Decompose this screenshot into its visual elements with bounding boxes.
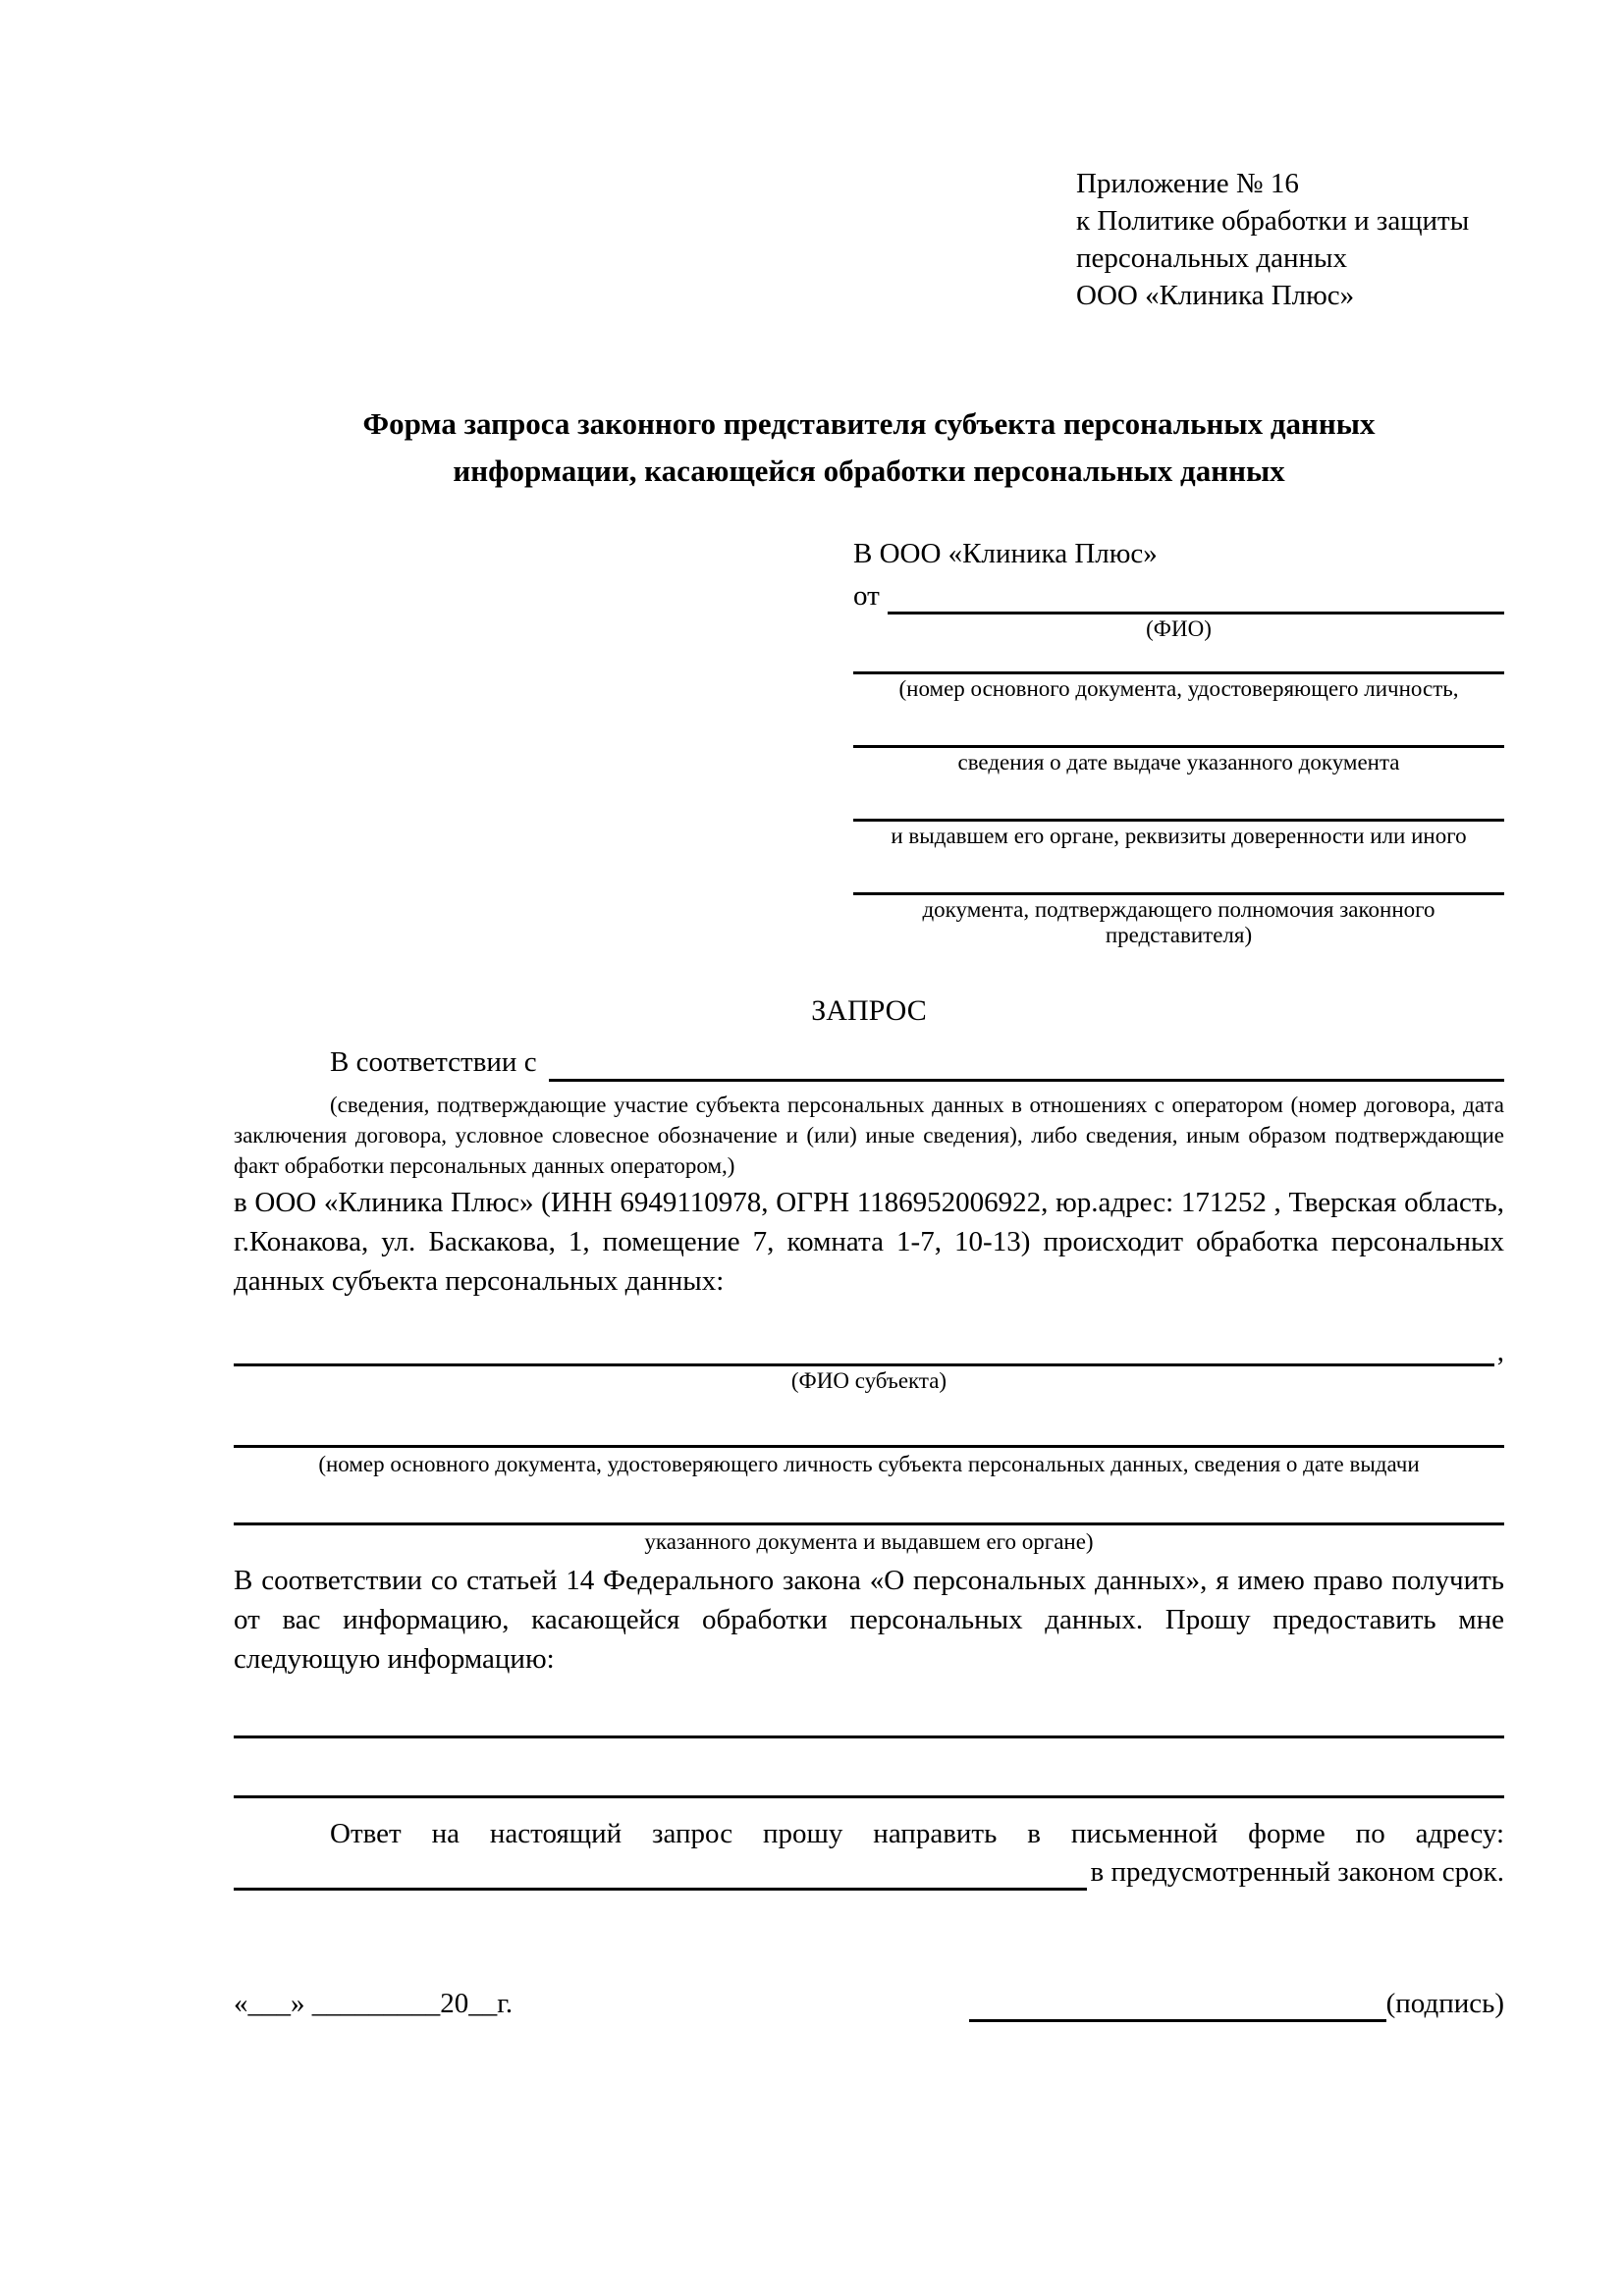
annex-header-line: Приложение № 16 — [1076, 168, 1299, 199]
form-field — [234, 1522, 1504, 1555]
fio-caption: (ФИО) — [1146, 616, 1212, 641]
annex-header — [1076, 165, 1504, 314]
from-label: от — [853, 580, 880, 612]
document-title-line-1: Форма запроса законного представителя субъекта персональных данных — [362, 406, 1376, 441]
annex-header-line: к Политике обработки и защиты — [1076, 205, 1470, 237]
fill-line — [234, 1795, 1504, 1798]
fill-line — [853, 745, 1504, 748]
date-line: «___» _________20__г. — [234, 1988, 514, 2019]
date-signature-row — [234, 1985, 1504, 2022]
document-title-line-2: информации, касающейся обработки персональных данных — [453, 454, 1285, 488]
operator-paragraph: в ООО «Клиника Плюс» (ИНН 6949110978, ОГРН 1186952006922, юр.адрес: 171252 , Тверская область, г.Конакова, ул. Баскакова, 1, помещение 7, комната 1-7, 10-13) происходит обработка персональных данных субъекта персональных данных: — [234, 1187, 1504, 1297]
form-field — [234, 1445, 1504, 1477]
subject-doc-caption-1: (номер основного документа, удостоверяющего личность субъекта персональных данных, сведения о дате выдачи — [318, 1452, 1420, 1476]
reply-paragraph: Ответ на настоящий запрос прошу направить в письменной форме по адресу: — [330, 1818, 1504, 1849]
signature-fill-line — [969, 1990, 1386, 2022]
field-caption: и выдавшем его органе, реквизиты доверенности или иного — [891, 824, 1467, 848]
fill-line — [853, 892, 1504, 895]
addressee-organization: В ООО «Клиника Плюс» — [853, 538, 1158, 569]
representative-document-fields — [853, 671, 1504, 948]
field-caption: сведения о дате выдаче указанного документа — [957, 750, 1400, 774]
addressee-block — [853, 534, 1504, 948]
law-paragraph: В соответствии со статьей 14 Федерального закона «О персональных данных», я имею право получить от вас информацию, касающейся обработки персональных данных. Прошу предоставить мне следующую информацию: — [234, 1565, 1504, 1675]
subject-fio-row — [234, 1334, 1504, 1366]
form-field — [853, 745, 1504, 775]
accordance-label: В соответствии с — [330, 1046, 537, 1078]
fill-line — [853, 671, 1504, 674]
form-field — [853, 671, 1504, 702]
fill-line — [234, 1735, 1504, 1738]
fill-line — [234, 1445, 1504, 1448]
fill-line — [234, 1522, 1504, 1525]
accordance-row — [234, 1042, 1504, 1082]
subject-fio-comma: , — [1496, 1336, 1504, 1367]
subject-fio-caption: (ФИО субъекта) — [790, 1368, 947, 1393]
fill-line — [853, 819, 1504, 822]
subject-doc-caption-2: указанного документа и выдавшем его органе) — [644, 1529, 1094, 1554]
request-heading: ЗАПРОС — [811, 994, 927, 1027]
annex-header-line: персональных данных — [1076, 242, 1348, 274]
from-row — [853, 577, 1504, 614]
field-caption: (номер основного документа, удостоверяющего личность, — [898, 676, 1459, 701]
subject-fio-fill-line — [234, 1334, 1494, 1366]
form-field — [853, 819, 1504, 849]
annex-header-line: ООО «Клиника Плюс» — [1076, 280, 1355, 311]
document-title — [234, 400, 1504, 495]
reply-deadline-text: в предусмотренный законом срок. — [1090, 1856, 1504, 1888]
field-caption: документа, подтверждающего полномочия законного представителя) — [922, 897, 1435, 947]
signature-caption: (подпись) — [1385, 1988, 1504, 2019]
signature-part — [969, 1985, 1504, 2022]
reply-address-row — [234, 1853, 1504, 1891]
accordance-caption: (сведения, подтверждающие участие субъекта персональных данных в отношениях с оператором (номер договора, дата заключения договора, условное словесное обозначение и (или) иные сведения), либо сведения, иным образом подтверждающие факт обработки персональных данных оператором,) — [234, 1093, 1504, 1178]
form-field — [853, 892, 1504, 948]
from-fill-line — [888, 582, 1504, 614]
accordance-fill-line — [549, 1049, 1504, 1082]
reply-address-fill-line — [234, 1858, 1087, 1891]
